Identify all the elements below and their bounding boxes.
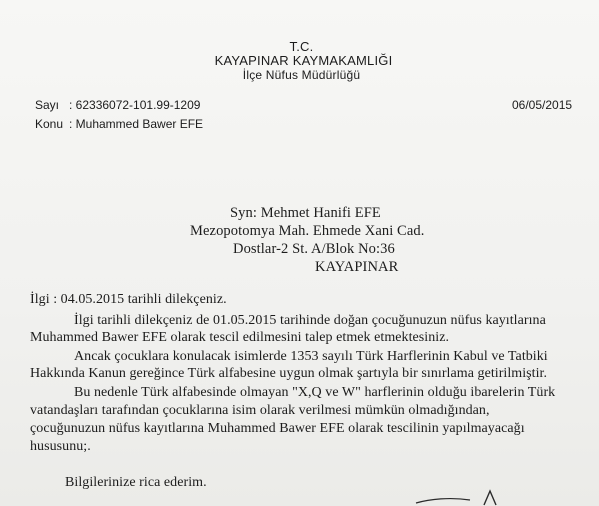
closing-line: Bilgilerinize rica ederim. — [65, 475, 207, 490]
body-line: Hakkında Kanun gereğince Türk alfabesine uygun olmak şartıyla bir sınırlama getirilmiştir. — [30, 366, 548, 381]
recipient-city: KAYAPINAR — [315, 259, 399, 275]
sayi-value: : 62336072-101.99-1209 — [69, 98, 201, 112]
body-line: hususunu;. — [30, 439, 91, 454]
body-line: çocuğunuzun nüfus kayıtlarına Muhammed Bawer EFE olarak tescilinin yapılmayacağı — [30, 421, 525, 436]
reference-number — [35, 98, 200, 112]
body-line: Ancak çocuklara konulacak isimlerde 1353 sayılı Türk Harflerinin Kabul ve Tatbiki — [74, 349, 548, 364]
body-line: Muhammed Bawer EFE olarak tescil edilmesini talep etmek etmektesiniz. — [30, 330, 450, 345]
body-line: Bu nedenle Türk alfabesinde olmayan "X,Q ve W" harflerinin olduğu ibarelerin Türk — [74, 385, 556, 400]
konu-value: : Muhammed Bawer EFE — [69, 117, 204, 131]
recipient-name: Syn: Mehmet Hanifi EFE — [230, 205, 381, 221]
recipient-street: Mezopotomya Mah. Ehmede Xani Cad. — [190, 223, 425, 239]
header-authority: KAYAPINAR KAYMAKAMLIĞI — [214, 53, 393, 68]
body-line: İlgi tarihli dilekçeniz de 01.05.2015 tarihinde doğan çocuğunuzun nüfus kayıtlarına — [74, 313, 546, 328]
sayi-label: Sayı — [35, 98, 60, 112]
subject — [35, 117, 203, 131]
header-country: T.C. — [289, 39, 314, 54]
header-department: İlçe Nüfus Müdürlüğü — [242, 68, 361, 82]
konu-label: Konu — [35, 117, 64, 131]
recipient-building: Dostlar-2 St. A/Blok No:36 — [233, 241, 395, 257]
reference-line: İlgi : 04.05.2015 tarihli dilekçeniz. — [30, 292, 227, 307]
document-date: 06/05/2015 — [512, 98, 573, 112]
signature-mark — [410, 485, 520, 506]
body-line: vatandaşları tarafından çocuklarına isim olarak verilmesi mümkün olmadığından, — [30, 403, 490, 418]
